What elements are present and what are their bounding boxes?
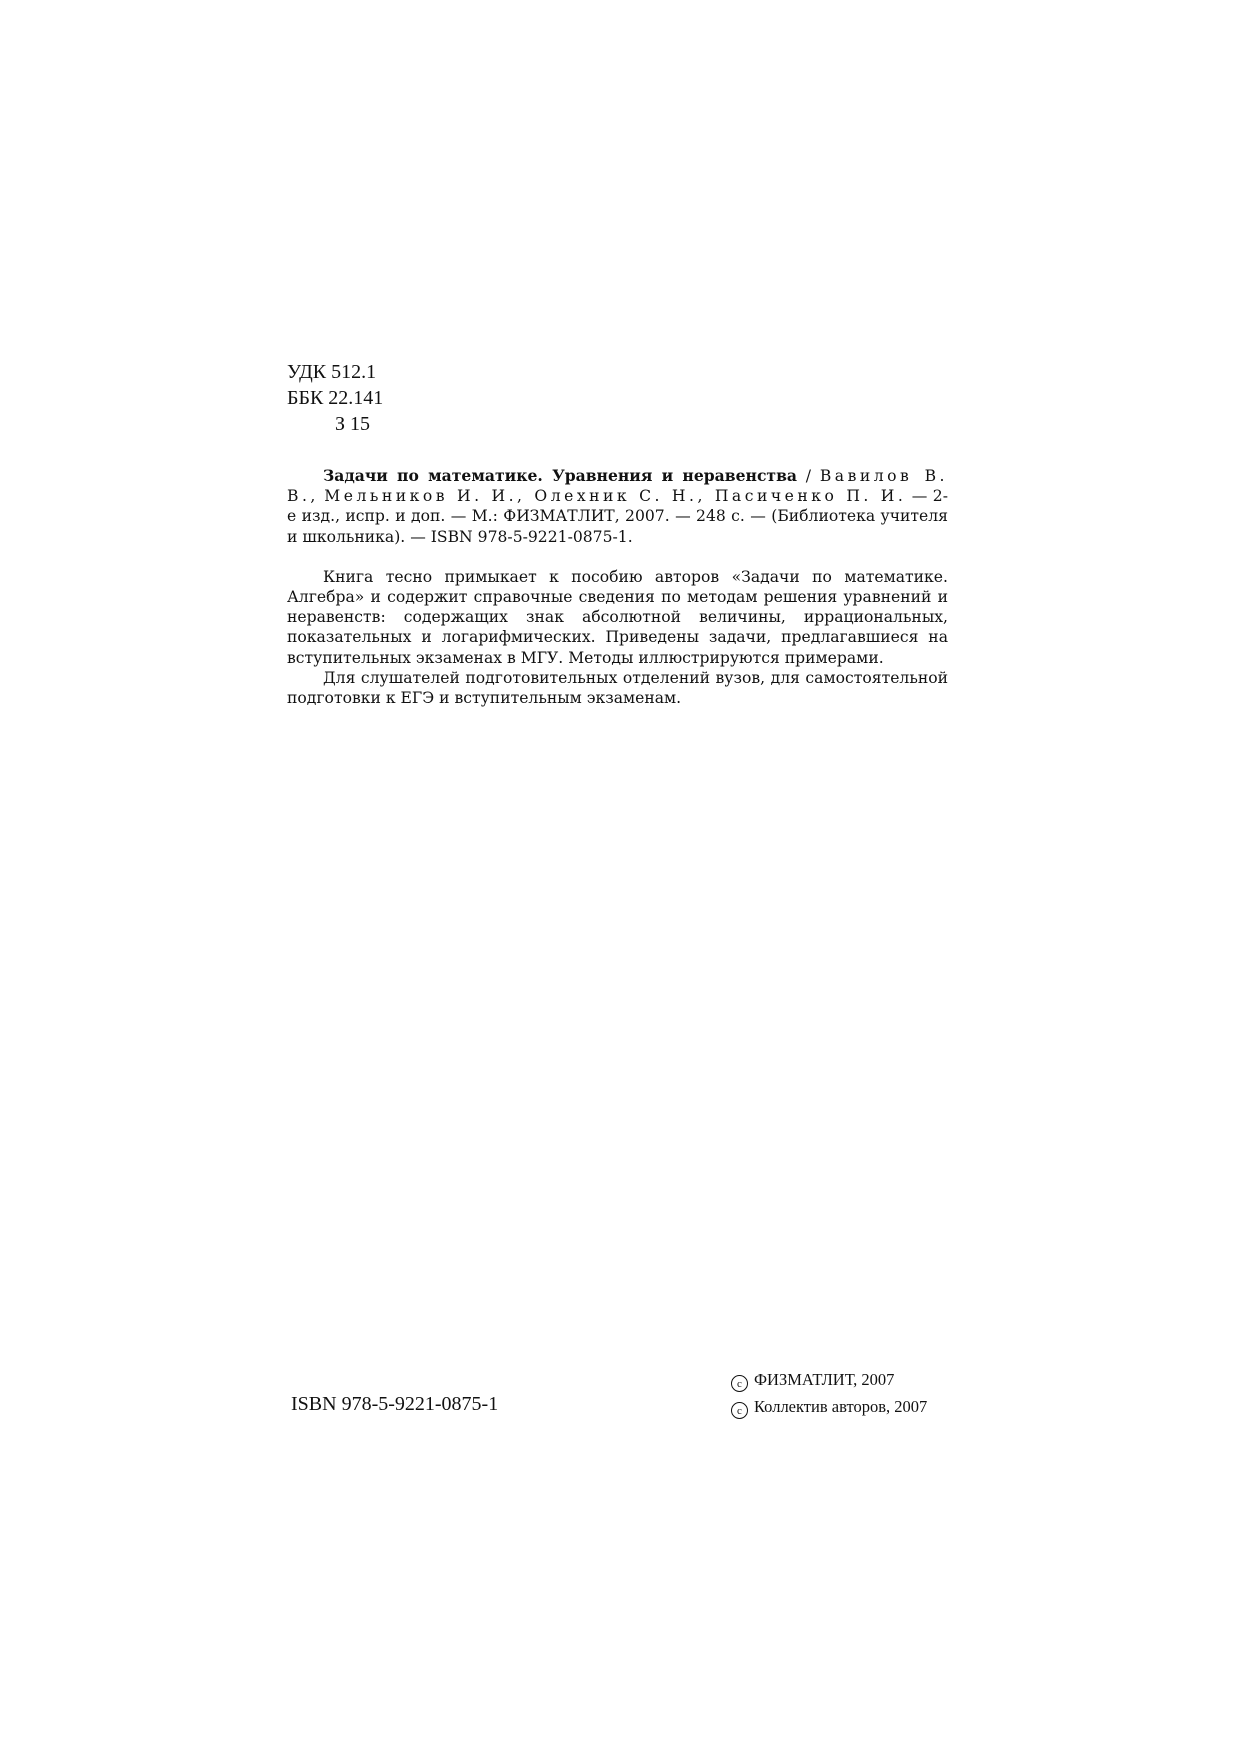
copyright-publisher xyxy=(731,1366,927,1393)
annotation-paragraph: Книга тесно примыкает к пособию авторов «Задачи по математике. Алгебра» и содержит справочные сведения по методам решения уравнений и неравенств: содержащих знак абсолютной величины, иррациональных, показательных и логарифмических. Приведены задачи, предлагавшиеся на вступительных экзаменах в МГУ. Методы иллюстрируются примерами. xyxy=(287,567,948,667)
copyright-publisher-text: ФИЗМАТЛИТ, 2007 xyxy=(754,1370,895,1389)
imprint-details: — 2-е изд., испр. и доп. — М.: ФИЗМАТЛИТ, 2007. — 248 с. — (Библиотека учителя и школьника). — ISBN 978-5-9221-0875-1. xyxy=(287,487,948,546)
copyright-icon: c xyxy=(731,1402,748,1419)
book-title: Задачи по математике. Уравнения и неравенства xyxy=(323,466,798,485)
audience-paragraph: Для слушателей подготовительных отделений вузов, для самостоятельной подготовки к ЕГЭ и вступительным экзаменам. xyxy=(287,668,948,708)
copyright-authors xyxy=(731,1393,927,1420)
copyright-icon: c xyxy=(731,1375,748,1392)
udk-code: УДК 512.1 xyxy=(287,361,377,383)
classification-codes xyxy=(287,359,383,437)
bbk-code: ББК 22.141 xyxy=(287,387,384,409)
bibliographic-record xyxy=(287,466,948,547)
copyright-block xyxy=(731,1366,927,1420)
author-first: Вавилов В. В., xyxy=(287,467,949,506)
paragraph-gap xyxy=(287,547,948,567)
title-separator: / xyxy=(797,467,820,485)
text-block xyxy=(287,466,948,708)
authors-rest: Мельников И. И., Олехник С. Н., Пасиченко П. И. xyxy=(324,487,907,506)
copyright-authors-text: Коллектив авторов, 2007 xyxy=(754,1397,928,1416)
author-mark: З 15 xyxy=(335,413,371,435)
isbn-number: ISBN 978-5-9221-0875-1 xyxy=(291,1393,499,1415)
